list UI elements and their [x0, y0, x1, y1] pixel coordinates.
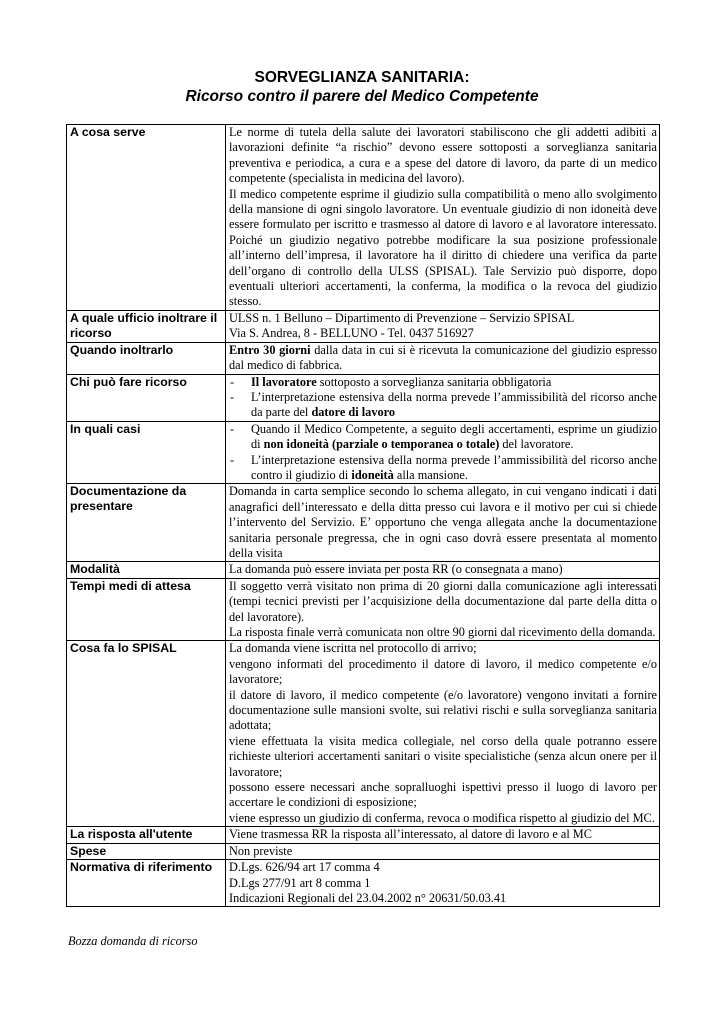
content-ufficio: [226, 310, 660, 342]
bullet-dash: -: [230, 421, 235, 436]
row-risposta: [67, 827, 660, 843]
casi-item-2: [229, 453, 657, 484]
footer-note: Bozza domanda di ricorso: [68, 934, 198, 948]
bullet-dash: -: [230, 374, 235, 389]
label-risposta: La risposta all'utente: [67, 827, 226, 843]
content-casi: [226, 421, 660, 484]
content-tempi: [226, 578, 660, 641]
casi-item-1-text-b: del lavoratore.: [499, 437, 574, 452]
casi-item-2-bold: idoneità: [351, 467, 394, 482]
chi-item-1: [229, 375, 657, 390]
casi-item-2-text-b: alla mansione.: [393, 467, 468, 482]
info-table: [66, 124, 660, 907]
content-quando: [226, 342, 660, 374]
label-spisal: Cosa fa lo SPISAL: [67, 641, 226, 827]
row-documentazione: [67, 484, 660, 562]
normativa-line-1: D.Lgs. 626/94 art 17 comma 4: [229, 860, 380, 875]
content-risposta: Viene trasmessa RR la risposta all’interessato, al datore di lavoro e al MC: [226, 827, 660, 843]
row-modalita: [67, 562, 660, 578]
content-documentazione: Domanda in carta semplice secondo lo schema allegato, in cui vengano indicati i dati anagrafici dell’interessato e della ditta presso cui lavora e il motivo per cui si chiede l’intervento del Servizio. E’ opportuno che venga allegata anche la documentazione sanitaria personale pregressa, che in ogni caso dovrà essere presentata al momento della visita: [226, 484, 660, 562]
spisal-paragraph-3: il datore di lavoro, il medico competente (e/o lavoratore) vengono invitati a fornire documentazione sulle mansioni svolte, sui relativi rischi e sulla sorveglianza sanitaria adottata;: [229, 687, 657, 733]
row-tempi: [67, 578, 660, 641]
bullet-dash: -: [230, 389, 235, 404]
row-quando: [67, 342, 660, 374]
casi-item-1: [229, 422, 657, 453]
casi-item-1-text-a: Quando il Medico Competente, a seguito degli accertamenti, esprime un giudizio di: [251, 421, 657, 452]
label-chi: Chi può fare ricorso: [67, 374, 226, 421]
label-a-cosa-serve: A cosa serve: [67, 125, 226, 311]
content-a-cosa-serve: [226, 125, 660, 311]
label-casi: In quali casi: [67, 421, 226, 484]
row-casi: [67, 421, 660, 484]
row-ufficio: [67, 310, 660, 342]
tempi-paragraph-1: Il soggetto verrà visitato non prima di 20 giorni dalla comunicazione agli interessati (tempi tecnici previsti per l’acquisizione della documentazione dal parte della ditta o del lavoratore).: [229, 578, 657, 624]
chi-item-1-text: sottoposto a sorveglianza sanitaria obbligatoria: [316, 374, 552, 389]
quando-deadline: Entro 30 giorni: [229, 342, 311, 357]
spisal-paragraph-2: vengono informati del procedimento il datore di lavoro, il medico competente e/o lavoratore;: [229, 656, 657, 687]
casi-item-2-text-a: L’interpretazione estensiva della norma prevede l’ammissibilità del ricorso anche contro il giudizio di: [251, 452, 657, 482]
spisal-paragraph-4: viene effettuata la visita medica collegiale, nel corso della quale potranno essere richieste ulteriori accertamenti sanitari o visite specialistiche (senza alcun onere per il lavoratore;: [229, 733, 657, 779]
page-title: SORVEGLIANZA SANITARIA:: [254, 69, 470, 86]
label-normativa: Normativa di riferimento: [67, 860, 226, 907]
content-chi: [226, 374, 660, 421]
spisal-paragraph-6: viene espresso un giudizio di conferma, revoca o modifica rispetto al giudizio del MC.: [229, 810, 655, 825]
label-spese: Spese: [67, 843, 226, 859]
content-spisal: [226, 641, 660, 827]
bullet-dash: -: [230, 452, 235, 467]
normativa-line-3: Indicazioni Regionali del 23.04.2002 n° 20631/50.03.41: [229, 890, 507, 905]
ufficio-line-1: ULSS n. 1 Belluno – Dipartimento di Prevenzione – Servizio SPISAL: [229, 310, 575, 325]
a-cosa-serve-paragraph-2: Il medico competente esprime il giudizio sulla compatibilità o meno allo svolgimento della mansione di ogni singolo lavoratore. Un eventuale giudizio di non idoneità deve essere formulato per iscritto e trasmesso al datore di lavoro e al lavoratore interessato. Poiché un giudizio negativo potrebbe modificare la sua posizione professionale all’interno dell’impresa, il lavoratore ha il diritto di chiedere una verifica da parte dell’organo di controllo della ULSS (SPISAL). Tale Servizio può disporre, dopo eventuali ulteriori accertamenti, la conferma, la modifica o la revoca del giudizio stesso.: [229, 186, 657, 309]
content-modalita: La domanda può essere inviata per posta RR (o consegnata a mano): [226, 562, 660, 578]
row-normativa: [67, 860, 660, 907]
casi-item-1-bold: non idoneità (parziale o temporanea o totale): [263, 437, 500, 452]
content-spese: Non previste: [226, 843, 660, 859]
chi-item-2: [229, 390, 657, 421]
label-quando: Quando inoltrarlo: [67, 342, 226, 374]
quando-text: dalla data in cui si è ricevuta la comunicazione del giudizio espresso dal medico di fabbrica.: [229, 342, 657, 373]
row-spisal: [67, 641, 660, 827]
normativa-line-2: D.Lgs 277/91 art 8 comma 1: [229, 875, 371, 890]
row-chi: [67, 374, 660, 421]
chi-item-2-text: L’interpretazione estensiva della norma prevede l’ammissibilità del ricorso anche da parte del: [251, 389, 657, 420]
content-normativa: [226, 860, 660, 907]
chi-item-1-bold: Il lavoratore: [251, 374, 317, 389]
row-a-cosa-serve: [67, 125, 660, 311]
label-modalita: Modalità: [67, 562, 226, 578]
document-header: [0, 68, 724, 106]
page-subtitle: Ricorso contro il parere del Medico Competente: [185, 88, 539, 105]
label-documentazione: Documentazione da presentare: [67, 484, 226, 562]
spisal-paragraph-5: possono essere necessari anche sopralluoghi ispettivi presso il luogo di lavoro per accertare le condizioni di esposizione;: [229, 780, 657, 810]
spisal-paragraph-1: La domanda viene iscritta nel protocollo di arrivo;: [229, 641, 477, 656]
chi-item-2-bold: datore di lavoro: [311, 405, 396, 420]
a-cosa-serve-paragraph-1: Le norme di tutela della salute dei lavoratori stabiliscono che gli addetti adibiti a lavorazioni definite “a rischio” devono essere sottoposti a sorveglianza sanitaria preventiva e periodica, a cura e a spese del datore di lavoro, da parte di un medico competente (specialista in medicina del lavoro).: [229, 125, 657, 186]
row-spese: [67, 843, 660, 859]
tempi-paragraph-2: La risposta finale verrà comunicata non oltre 90 giorni dal ricevimento della domanda.: [229, 625, 656, 639]
label-tempi: Tempi medi di attesa: [67, 578, 226, 641]
ufficio-line-2: Via S. Andrea, 8 - BELLUNO - Tel. 0437 516927: [229, 326, 474, 341]
label-ufficio: A quale ufficio inoltrare il ricorso: [67, 310, 226, 342]
